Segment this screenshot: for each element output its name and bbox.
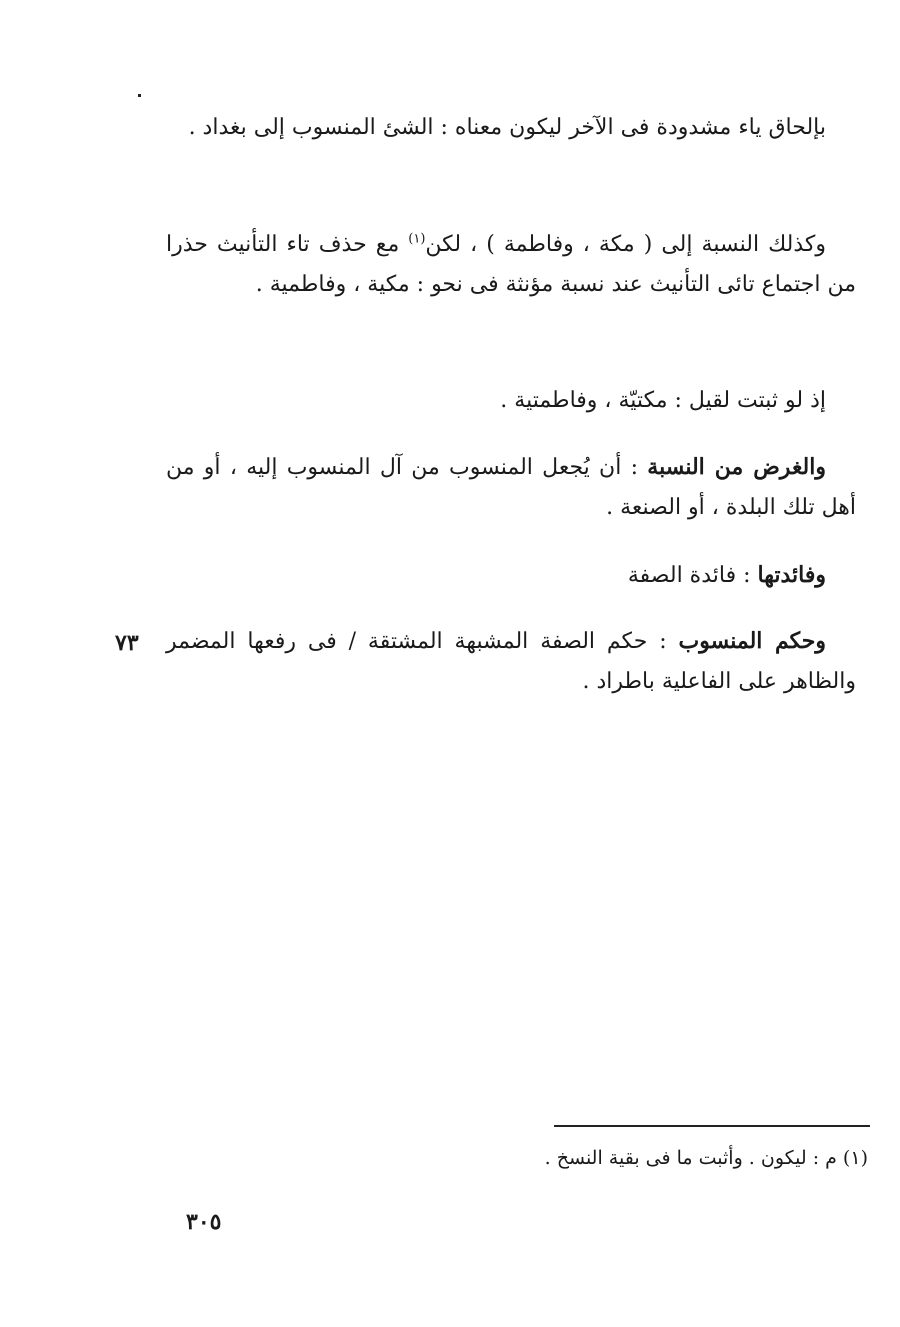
paragraph-6-text: : حكم الصفة المشبهة المشتقة / فى رفعها المضمر والظاهر على الفاعلية باطراد . — [166, 629, 856, 694]
ink-speck — [138, 94, 141, 97]
paragraph-4-text: : أن يُجعل المنسوب من آل المنسوب إليه ، أو من أهل تلك البلدة ، أو الصنعة . — [166, 455, 856, 520]
page-number: ٣٠٥ — [186, 1209, 222, 1235]
paragraph-6-term: وحكم المنسوب — [678, 628, 826, 654]
footnote: (١) م : ليكون . وأثبت ما فى بقية النسخ . — [544, 1147, 868, 1169]
paragraph-5 — [166, 555, 856, 596]
paragraph-4 — [166, 447, 856, 528]
paragraph-5-text: : فائدة الصفة — [627, 563, 758, 588]
paragraph-5-term: وفائدتها — [757, 562, 826, 588]
paragraph-1 — [166, 108, 856, 148]
paragraph-4-term: والغرض من النسبة — [647, 454, 826, 480]
paragraph-6 — [166, 621, 856, 702]
paragraph-3-text: إذ لو ثبتت لقيل : مكتيّة ، وفاطمتية . — [500, 388, 826, 413]
paragraph-3 — [166, 381, 856, 421]
footnote-reference: (١) — [408, 231, 426, 247]
manuscript-folio-number: ٧٣ — [115, 630, 139, 656]
paragraph-2 — [166, 225, 856, 305]
paragraph-2-text-before: وكذلك النسبة إلى ( مكة ، وفاطمة ) ، لكن — [425, 232, 826, 257]
paragraph-2-text-after: مع حذف تاء التأنيث حذرا من اجتماع تائى التأنيث عند نسبة مؤنثة فى نحو : مكية ، وفاطمية . — [166, 232, 856, 297]
footnote-separator — [554, 1125, 870, 1127]
paragraph-1-text: بإلحاق ياء مشدودة فى الآخر ليكون معناه : الشئ المنسوب إلى بغداد . — [188, 115, 826, 140]
